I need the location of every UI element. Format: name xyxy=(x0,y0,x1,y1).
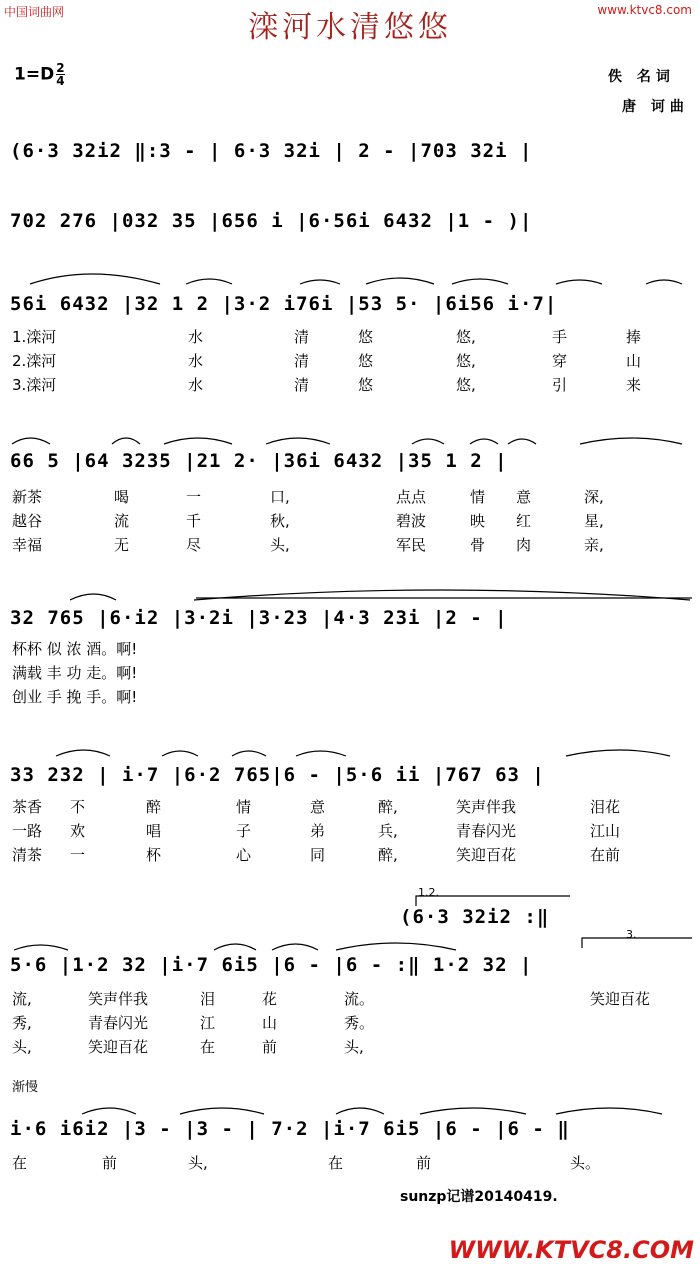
lyric-label: 清茶 xyxy=(12,846,43,864)
lyric-label: 3.滦河 xyxy=(12,376,57,394)
lyricist-credit: 佚 名词 xyxy=(608,69,675,85)
lyric-cell: 青春闪光 xyxy=(88,1014,149,1032)
lyric-cell: 悠, xyxy=(456,352,476,370)
lyric-cell: 手 xyxy=(552,328,568,346)
lyric-cell: 清 xyxy=(294,376,310,394)
lyric-cell: 来 xyxy=(626,376,642,394)
time-signature-den: 4 xyxy=(56,74,65,88)
key-signature xyxy=(14,62,65,87)
lyric-cell: 流 xyxy=(114,512,130,530)
lyric-line: 杯杯 似 浓 酒。啊! xyxy=(12,640,138,658)
lyric-cell: 弟 xyxy=(310,822,326,840)
lyric-label: 一路 xyxy=(12,822,43,840)
lyric-cell: 子 xyxy=(236,822,252,840)
slur xyxy=(300,280,340,284)
lyric-cell: 碧波 xyxy=(396,512,427,530)
lyric-label: 茶香 xyxy=(12,798,43,816)
time-signature-num: 2 xyxy=(56,61,65,75)
lyric-cell: 头, xyxy=(188,1154,208,1172)
slur xyxy=(580,438,682,444)
lyric-cell: 江山 xyxy=(590,822,621,840)
lyric-cell: 穿 xyxy=(552,352,568,370)
lyric-cell: 笑迎百花 xyxy=(88,1038,149,1056)
lyric-cell: 引 xyxy=(552,376,568,394)
lyric-cell: 悠 xyxy=(358,376,374,394)
lyric-label: 新茶 xyxy=(12,488,43,506)
lyric-line xyxy=(12,820,692,844)
slur xyxy=(266,438,330,444)
lyric-cell: 欢 xyxy=(70,822,86,840)
slur xyxy=(232,751,266,756)
lyric-cell: 同 xyxy=(310,846,326,864)
watermark-top-left: 中国词曲网 xyxy=(4,5,65,19)
lyric-cell: 千 xyxy=(186,512,202,530)
volta-1-2-label: 1.2. xyxy=(418,886,439,899)
lyric-cell: 前 xyxy=(416,1154,432,1172)
lyric-line xyxy=(12,1152,692,1176)
lyric-cell: 深, xyxy=(584,488,604,506)
lyric-cell: 秋, xyxy=(270,512,290,530)
lyric-cell: 泪 xyxy=(200,990,216,1008)
watermark-bottom-right: WWW.KTVC8.COM xyxy=(448,1236,694,1264)
lyric-cell: 前 xyxy=(102,1154,118,1172)
score-row-2: 702 276 |032 35 |656 i |6·56i 6432 |1 - )| xyxy=(10,210,533,232)
slur xyxy=(336,1108,384,1114)
lyric-cell: 意 xyxy=(310,798,326,816)
lyric-label: 越谷 xyxy=(12,512,43,530)
slur xyxy=(180,1108,264,1114)
lyric-line xyxy=(12,486,692,510)
volta-1-2-bracket xyxy=(416,896,570,906)
lyric-cell: 山 xyxy=(262,1014,278,1032)
lyric-cell: 一 xyxy=(186,488,202,506)
lyric-cell: 醉, xyxy=(378,846,398,864)
lyrics-row-9 xyxy=(12,1152,692,1176)
lyric-cell: 醉, xyxy=(378,798,398,816)
lyric-label: 1.滦河 xyxy=(12,328,57,346)
slur xyxy=(366,278,434,284)
lyric-cell: 亲, xyxy=(584,536,604,554)
lyrics-row-5 xyxy=(12,638,692,710)
lyric-line xyxy=(12,350,692,374)
slur xyxy=(162,751,198,756)
lyric-cell: 清 xyxy=(294,352,310,370)
lyric-label: 幸福 xyxy=(12,536,43,554)
lyric-line xyxy=(12,510,692,534)
lyric-cell: 捧 xyxy=(626,328,642,346)
lyric-line xyxy=(12,326,692,350)
slur xyxy=(556,1108,662,1114)
volta-3-label: 3. xyxy=(626,928,637,941)
lyrics-row-3 xyxy=(12,326,692,398)
lyric-cell: 意 xyxy=(516,488,532,506)
lyric-cell: 青春闪光 xyxy=(456,822,517,840)
lyric-line xyxy=(12,796,692,820)
lyric-cell: 不 xyxy=(70,798,86,816)
slur xyxy=(508,439,536,444)
lyric-line xyxy=(12,1012,692,1036)
lyric-cell: 肉 xyxy=(516,536,532,554)
lyric-cell: 悠, xyxy=(456,328,476,346)
lyric-cell: 心 xyxy=(236,846,252,864)
lyric-line xyxy=(12,374,692,398)
lyric-cell: 山 xyxy=(626,352,642,370)
lyric-label: 秀, xyxy=(12,1014,32,1032)
slur xyxy=(194,590,690,600)
key-prefix: 1=D xyxy=(14,64,55,85)
lyric-cell: 笑声伴我 xyxy=(456,798,517,816)
slur xyxy=(296,751,346,756)
lyric-cell: 唱 xyxy=(146,822,162,840)
lyric-cell: 笑迎百花 xyxy=(456,846,517,864)
slur xyxy=(70,594,116,600)
song-title: 滦河水清悠悠 xyxy=(248,10,452,45)
lyric-line xyxy=(12,1036,692,1060)
lyrics-row-8 xyxy=(12,988,692,1060)
score-row-3: 56i 6432 |32 1 2 |3·2 i76i |53 5· |6i56 i·7| xyxy=(10,293,558,315)
slur xyxy=(12,438,50,444)
score-row-6: 33 232 | i·7 |6·2 765|6 - |5·6 ii |767 63 | xyxy=(10,764,545,786)
lyric-line: 满载 丰 功 走。啊! xyxy=(12,664,138,682)
lyric-line xyxy=(12,988,692,1012)
lyric-cell: 杯 xyxy=(146,846,162,864)
lyric-label: 流, xyxy=(12,990,32,1008)
lyric-line: 创业 手 挽 手。啊! xyxy=(12,688,138,706)
lyric-cell: 骨 xyxy=(470,536,486,554)
lyric-cell: 情 xyxy=(236,798,252,816)
slur xyxy=(112,438,140,444)
score-row-5: 32 765 |6·i2 |3·2i |3·23 |4·3 23i |2 - | xyxy=(10,607,508,629)
lyric-cell: 在前 xyxy=(590,846,621,864)
lyric-cell: 笑迎百花 xyxy=(590,990,651,1008)
lyric-cell: 兵, xyxy=(378,822,398,840)
composer-credit: 唐 诃曲 xyxy=(622,99,689,115)
lyric-cell: 花 xyxy=(262,990,278,1008)
lyric-cell: 在 xyxy=(328,1154,344,1172)
lyric-label: 2.滦河 xyxy=(12,352,57,370)
score-repeat-ending: (6·3 32i2 :‖ xyxy=(400,906,550,928)
slur xyxy=(556,280,602,284)
lyric-cell: 醉 xyxy=(146,798,162,816)
lyric-label: 头, xyxy=(12,1038,32,1056)
lyric-cell: 水 xyxy=(188,352,204,370)
slur xyxy=(272,944,318,950)
lyric-label: 在 xyxy=(12,1154,28,1172)
lyrics-row-6 xyxy=(12,796,692,868)
lyric-cell: 笑声伴我 xyxy=(88,990,149,1008)
lyric-cell: 尽 xyxy=(186,536,202,554)
lyric-cell: 悠 xyxy=(358,352,374,370)
lyric-cell: 头, xyxy=(270,536,290,554)
lyric-cell: 情 xyxy=(470,488,486,506)
slur xyxy=(566,750,670,756)
lyric-cell: 点点 xyxy=(396,488,427,506)
slur xyxy=(420,1108,526,1114)
slur xyxy=(82,1108,136,1114)
lyric-line xyxy=(12,844,692,868)
slur xyxy=(412,439,444,444)
lyric-cell: 水 xyxy=(188,328,204,346)
lyric-cell: 红 xyxy=(516,512,532,530)
lyric-cell: 悠 xyxy=(358,328,374,346)
slur xyxy=(336,943,456,950)
lyric-cell: 头, xyxy=(344,1038,364,1056)
score-row-8: 5·6 |1·2 32 |i·7 6i5 |6 - |6 - :‖ 1·2 32 | xyxy=(10,954,533,976)
lyric-cell: 一 xyxy=(70,846,86,864)
slur xyxy=(14,945,68,950)
lyric-cell: 悠, xyxy=(456,376,476,394)
score-row-9: i·6 i6i2 |3 - |3 - | 7·2 |i·7 6i5 |6 - |6 - ‖ xyxy=(10,1118,570,1140)
slur xyxy=(164,438,232,444)
lyric-cell: 映 xyxy=(470,512,486,530)
lyric-cell: 星, xyxy=(584,512,604,530)
slur xyxy=(452,279,508,284)
lyric-cell: 在 xyxy=(200,1038,216,1056)
time-signature xyxy=(56,62,64,87)
score-row-1: (6·3 32i2 ‖:3 - | 6·3 32i | 2 - |703 32i | xyxy=(10,140,533,162)
lyric-cell: 秀。 xyxy=(344,1014,375,1032)
slur xyxy=(186,279,232,284)
lyric-cell: 无 xyxy=(114,536,130,554)
lyric-cell: 清 xyxy=(294,328,310,346)
score-row-4: 66 5 |64 3235 |21 2· |36i 6432 |35 1 2 | xyxy=(10,450,508,472)
lyric-cell: 江 xyxy=(200,1014,216,1032)
slur xyxy=(470,439,498,444)
watermark-top-right: www.ktvc8.com xyxy=(597,3,692,17)
lyric-cell: 泪花 xyxy=(590,798,621,816)
volta-3-bracket xyxy=(582,938,692,948)
lyric-cell: 水 xyxy=(188,376,204,394)
lyric-cell: 流。 xyxy=(344,990,375,1008)
transcriber-credit: sunzp记谱20140419. xyxy=(400,1189,558,1205)
tempo-mark: 渐慢 xyxy=(12,1080,39,1095)
slur xyxy=(56,750,110,756)
lyric-cell: 头。 xyxy=(570,1154,601,1172)
slur xyxy=(30,274,160,284)
lyric-line xyxy=(12,534,692,558)
lyric-cell: 前 xyxy=(262,1038,278,1056)
lyric-cell: 口, xyxy=(270,488,290,506)
slur xyxy=(214,944,256,950)
lyric-cell: 军民 xyxy=(396,536,427,554)
slur xyxy=(646,280,682,284)
lyric-cell: 喝 xyxy=(114,488,130,506)
lyrics-row-4 xyxy=(12,486,692,558)
